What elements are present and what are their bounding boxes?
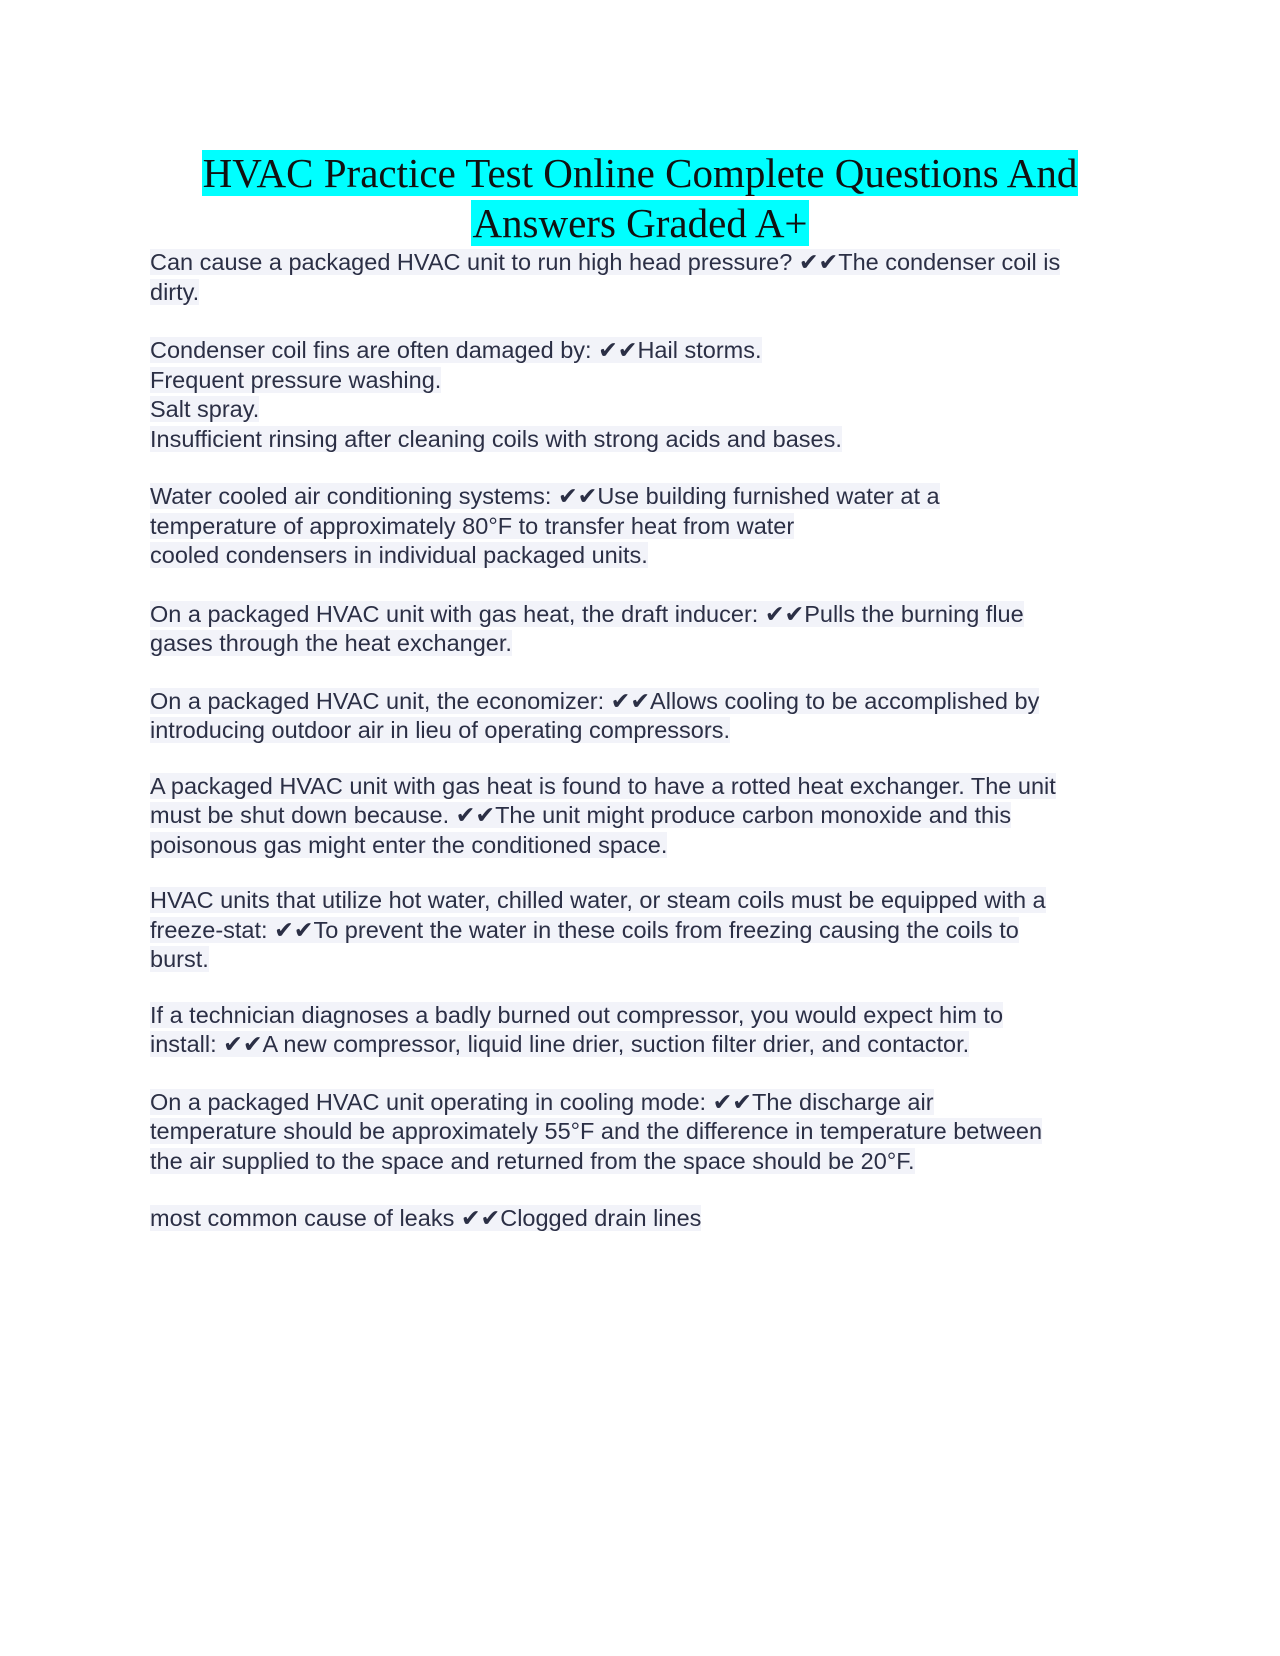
qa-item-6	[150, 772, 1140, 861]
qa-item-8	[150, 1001, 1140, 1060]
qa-line: dirty.	[150, 278, 200, 305]
qa-item-4	[150, 600, 1140, 659]
qa-item-2	[150, 336, 1140, 454]
document-title	[150, 148, 1130, 248]
qa-line: burst.	[150, 946, 209, 972]
qa-line: On a packaged HVAC unit operating in cooling mode: ✔✔The discharge air	[150, 1088, 934, 1115]
qa-line: cooled condensers in individual packaged units.	[150, 542, 648, 568]
qa-line: temperature of approximately 80°F to transfer heat from water	[150, 512, 795, 539]
qa-line: install: ✔✔A new compressor, liquid line drier, suction filter drier, and contactor.	[150, 1031, 970, 1057]
qa-item-1	[150, 248, 1140, 307]
qa-line: If a technician diagnoses a badly burned out compressor, you would expect him to	[150, 1001, 1004, 1028]
qa-line: Frequent pressure washing.	[150, 366, 442, 393]
qa-line: introducing outdoor air in lieu of operating compressors.	[150, 717, 730, 743]
qa-line: Water cooled air conditioning systems: ✔✔Use building furnished water at a	[150, 483, 940, 509]
qa-item-5	[150, 687, 1140, 746]
qa-item-9	[150, 1088, 1140, 1177]
qa-line: the air supplied to the space and returned from the space should be 20°F.	[150, 1147, 915, 1174]
qa-line: must be shut down because. ✔✔The unit might produce carbon monoxide and this	[150, 802, 1012, 828]
qa-line: Condenser coil fins are often damaged by: ✔✔Hail storms.	[150, 337, 762, 363]
qa-line: HVAC units that utilize hot water, chilled water, or steam coils must be equipped with a	[150, 887, 1046, 913]
title-line-2: Answers Graded A+	[472, 200, 808, 246]
qa-item-7	[150, 886, 1140, 975]
qa-item-3	[150, 482, 1140, 571]
qa-line: freeze-stat: ✔✔To prevent the water in these coils from freezing causing the coils to	[150, 916, 1019, 943]
title-line-1: HVAC Practice Test Online Complete Questions And	[202, 150, 1078, 196]
qa-line: temperature should be approximately 55°F and the difference in temperature between	[150, 1118, 1043, 1144]
qa-line: On a packaged HVAC unit with gas heat, the draft inducer: ✔✔Pulls the burning flue	[150, 600, 1024, 627]
qa-line: Can cause a packaged HVAC unit to run high head pressure? ✔✔The condenser coil is	[150, 249, 1061, 275]
qa-line: Insufficient rinsing after cleaning coils with strong acids and bases.	[150, 425, 842, 452]
qa-item-10	[150, 1204, 1140, 1234]
qa-line: gases through the heat exchanger.	[150, 630, 512, 656]
qa-line: poisonous gas might enter the conditioned space.	[150, 831, 668, 858]
qa-line: A packaged HVAC unit with gas heat is found to have a rotted heat exchanger. The unit	[150, 772, 1056, 799]
qa-line: most common cause of leaks ✔✔Clogged drain lines	[150, 1205, 702, 1231]
qa-line: Salt spray.	[150, 396, 260, 422]
qa-line: On a packaged HVAC unit, the economizer: ✔✔Allows cooling to be accomplished by	[150, 687, 1040, 714]
qa-list	[150, 248, 1140, 1234]
